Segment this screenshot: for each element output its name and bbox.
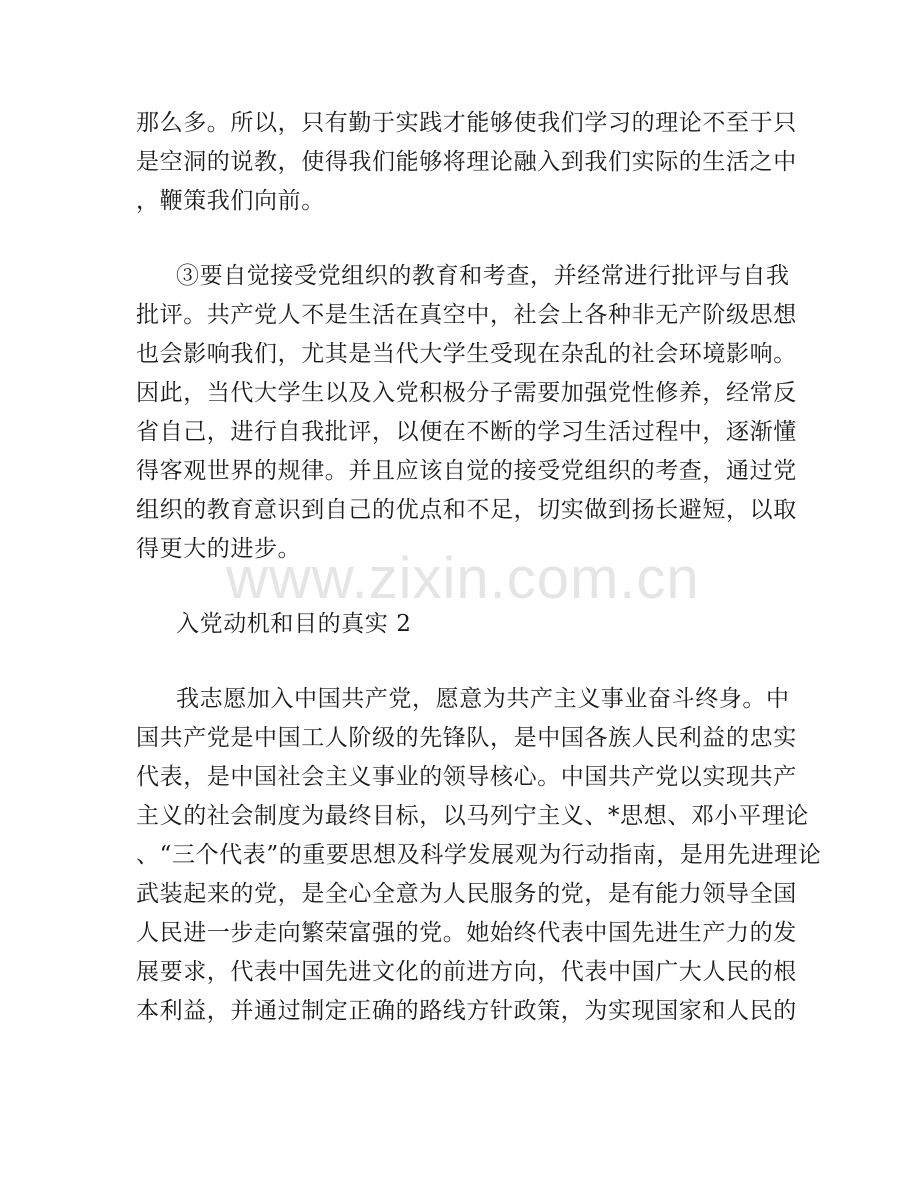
paragraph-spacer (136, 644, 788, 680)
paragraph-spacer (136, 569, 788, 605)
paragraph-application (136, 680, 822, 1031)
text-line: 得客观世界的规律。并且应该自觉的接受党组织的考查，通过党 (136, 458, 797, 484)
paragraph-continuation (136, 104, 797, 221)
text-line: 省自己，进行自我批评，以便在不断的学习生活过程中，逐渐懂 (136, 419, 797, 445)
text-line: 本利益，并通过制定正确的路线方针政策，为实现国家和人民的 (136, 998, 797, 1024)
document-body (136, 104, 822, 1031)
text-line: 也会影响我们，尤其是当代大学生受现在杂乱的社会环境影响。 (136, 341, 797, 367)
text-line: 武装起来的党，是全心全意为人民服务的党，是有能力领导全国 (136, 881, 797, 907)
text-line: 是空洞的说教，使得我们能够将理论融入到我们实际的生活之中 (136, 149, 797, 175)
text-line: ③要自觉接受党组织的教育和考查，并经常进行批评与自我 (176, 263, 790, 289)
site-watermark: www.zixin.com.cn (226, 546, 700, 611)
section-heading: 入党动机和目的真实 2 (176, 611, 412, 637)
text-line: 那么多。所以，只有勤于实践才能够使我们学习的理论不至于只 (136, 110, 797, 136)
text-line: 因此，当代大学生以及入党积极分子需要加强党性修养，经常反 (136, 380, 797, 406)
text-line: 主义的社会制度为最终目标，以马列宁主义、*思想、邓小平理论 (136, 803, 809, 829)
paragraph-point-three (136, 257, 797, 569)
text-line: 得更大的进步。 (136, 536, 302, 562)
text-line: 代表，是中国社会主义事业的领导核心。中国共产党以实现共产 (136, 764, 797, 790)
text-line: 组织的教育意识到自己的优点和不足，切实做到扬长避短，以取 (136, 497, 797, 523)
text-line: 人民进一步走向繁荣富强的党。她始终代表中国先进生产力的发 (136, 920, 797, 946)
text-line: 我志愿加入中国共产党，愿意为共产主义事业奋斗终身。中 (176, 686, 790, 712)
text-line: 国共产党是中国工人阶级的先锋队，是中国各族人民利益的忠实 (136, 725, 797, 751)
paragraph-spacer (136, 221, 788, 257)
text-line: 批评。共产党人不是生活在真空中，社会上各种非无产阶级思想 (136, 302, 797, 328)
text-line: ，鞭策我们向前。 (136, 188, 325, 214)
text-line: 、“三个代表”的重要思想及科学发展观为行动指南，是用先进理论 (136, 842, 822, 868)
text-line: 展要求，代表中国先进文化的前进方向，代表中国广大人民的根 (136, 959, 797, 985)
